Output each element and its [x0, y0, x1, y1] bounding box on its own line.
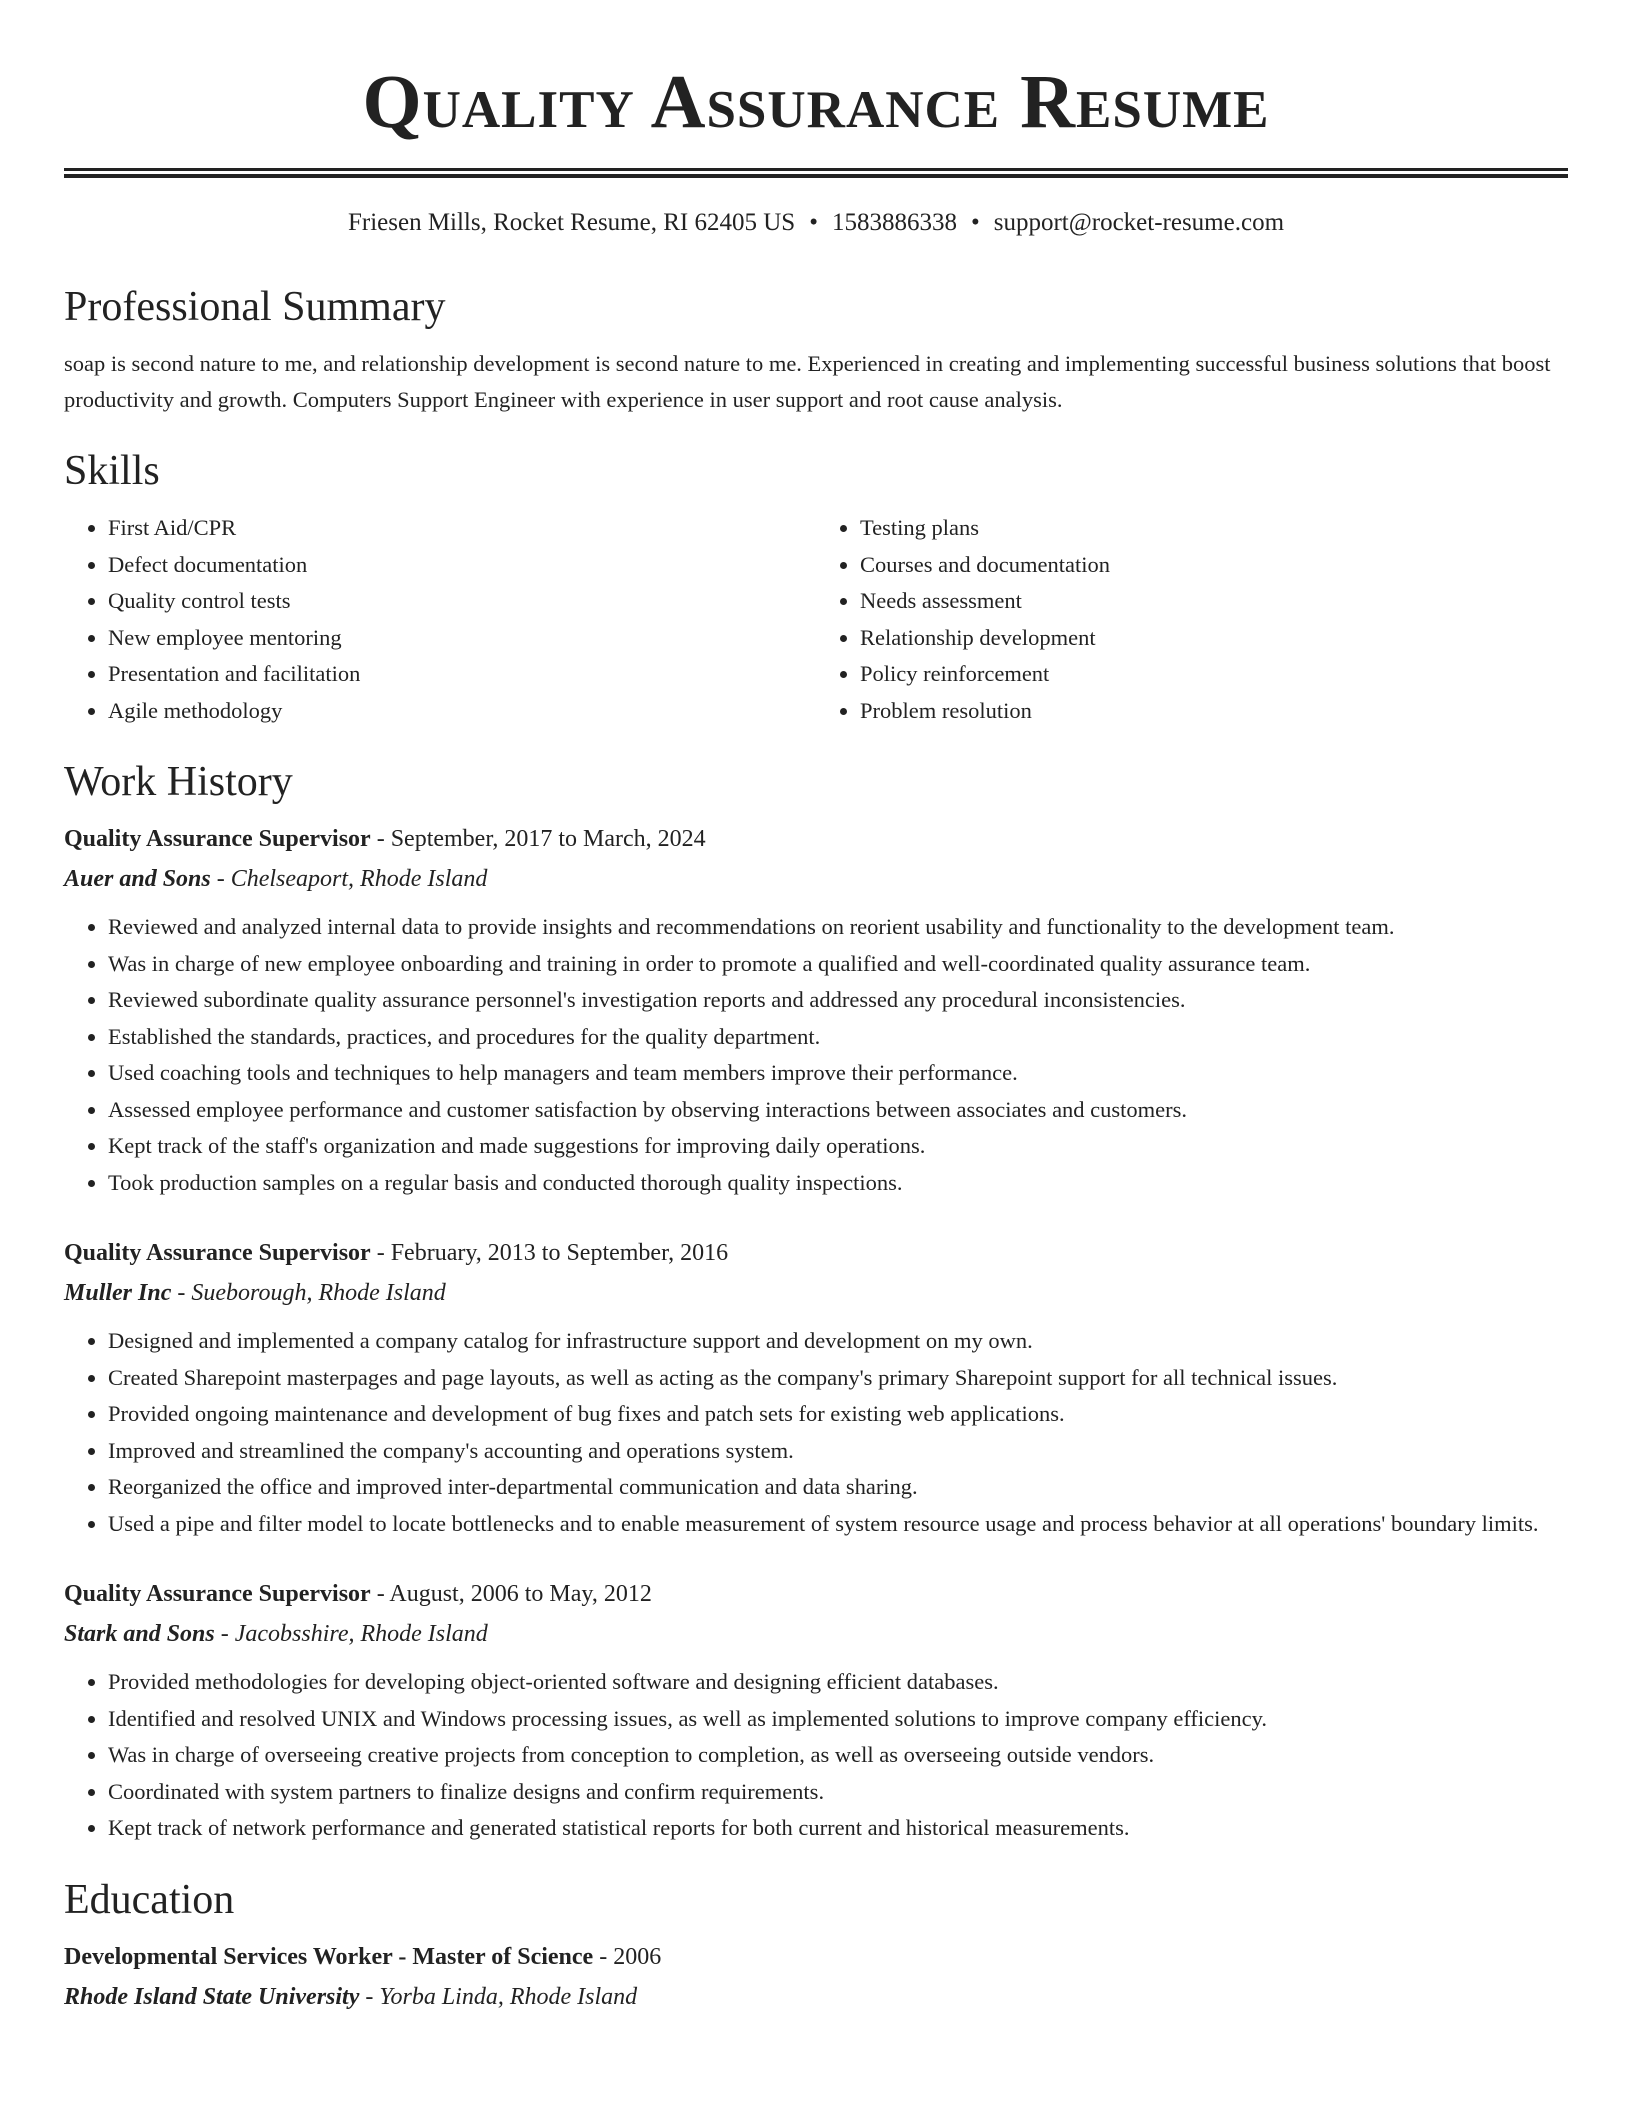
skill-item: • Defect documentation — [108, 547, 816, 584]
job-duty: • Reviewed and analyzed internal data to provide insights and recommendations on reorient usability and functionality to the development team. — [108, 909, 1568, 946]
skills-grid — [64, 510, 1568, 729]
job-duty: • Provided methodologies for developing object-oriented software and designing efficient databases. — [108, 1664, 1568, 1701]
education-institution — [64, 1979, 1568, 2015]
contact-separator: • — [970, 209, 980, 236]
job-duty: • Was in charge of new employee onboarding and training in order to promote a qualified and well-coordinated quality assurance team. — [108, 946, 1568, 983]
job-duty: • Provided ongoing maintenance and development of bug fixes and patch sets for existing web applications. — [108, 1396, 1568, 1433]
skill-item: • Presentation and facilitation — [108, 656, 816, 693]
company-name: Stark and Sons — [64, 1621, 215, 1647]
skill-item: • Relationship development — [860, 620, 1568, 657]
skill-item: • Needs assessment — [860, 583, 1568, 620]
job-duty: • Improved and streamlined the company's accounting and operations system. — [108, 1433, 1568, 1470]
contact-phone: 1583886338 — [831, 209, 957, 236]
education-heading: Education — [64, 1876, 235, 1923]
skills-right-column — [816, 510, 1568, 729]
company-location: - Sueborough, Rhode Island — [171, 1280, 446, 1306]
job-header — [64, 1235, 1568, 1271]
work-history-section — [64, 757, 1568, 1847]
job-duty: • Took production samples on a regular basis and conducted thorough quality inspections. — [108, 1165, 1568, 1202]
education-section — [64, 1875, 1568, 2015]
title-double-rule — [64, 168, 1568, 178]
job-entry — [64, 1235, 1568, 1542]
contact-separator: • — [809, 209, 818, 236]
summary-section — [64, 282, 1568, 418]
education-entry — [64, 1939, 1568, 2015]
skill-item: • First Aid/CPR — [108, 510, 816, 547]
skills-heading: Skills — [64, 448, 160, 494]
job-title: Quality Assurance Supervisor — [64, 1581, 371, 1607]
job-duties-list — [64, 1664, 1568, 1847]
skill-item: • New employee mentoring — [108, 620, 816, 657]
resume-title: Quality Assurance Resume — [362, 60, 1270, 144]
company-name: Auer and Sons — [64, 866, 211, 892]
school-name: Rhode Island State University — [64, 1983, 360, 2010]
job-dates: - February, 2013 to September, 2016 — [370, 1240, 729, 1266]
job-duty: • Established the standards, practices, and procedures for the quality department. — [108, 1019, 1568, 1056]
job-title: Quality Assurance Supervisor — [64, 1240, 371, 1266]
company-name: Muller Inc — [64, 1280, 172, 1306]
skill-item: • Quality control tests — [108, 583, 816, 620]
work-history-heading: Work History — [64, 759, 293, 805]
job-dates: - September, 2017 to March, 2024 — [370, 826, 706, 852]
skills-section — [64, 446, 1568, 729]
skills-left-column — [64, 510, 816, 729]
contact-line — [64, 208, 1568, 238]
job-duty: • Used a pipe and filter model to locate bottlenecks and to enable measurement of system resource usage and process behavior at all operations' boundary limits. — [108, 1506, 1568, 1543]
job-header — [64, 1576, 1568, 1612]
school-location: - Yorba Linda, Rhode Island — [359, 1983, 638, 2010]
job-duty: • Designed and implemented a company catalog for infrastructure support and development on my own. — [108, 1323, 1568, 1360]
job-duty: • Assessed employee performance and customer satisfaction by observing interactions between associates and customers. — [108, 1092, 1568, 1129]
job-title: Quality Assurance Supervisor — [64, 826, 371, 852]
job-duties-list — [64, 1323, 1568, 1542]
skill-item: • Problem resolution — [860, 693, 1568, 730]
job-employer — [64, 1616, 1568, 1652]
company-location: - Jacobsshire, Rhode Island — [214, 1621, 488, 1647]
job-dates: - August, 2006 to May, 2012 — [370, 1581, 652, 1607]
skill-item: • Policy reinforcement — [860, 656, 1568, 693]
job-employer — [64, 1275, 1568, 1311]
degree-name: Developmental Services Worker - Master of Science — [64, 1943, 594, 1970]
contact-email: support@rocket-resume.com — [993, 209, 1285, 236]
job-header — [64, 821, 1568, 857]
job-duties-list — [64, 909, 1568, 1201]
graduation-year: - 2006 — [593, 1943, 662, 1970]
skill-item: • Courses and documentation — [860, 547, 1568, 584]
job-duty: • Identified and resolved UNIX and Windows processing issues, as well as implemented solutions to improve company efficiency. — [108, 1701, 1568, 1738]
job-entry — [64, 1576, 1568, 1847]
summary-text: soap is second nature to me, and relationship development is second nature to me. Experienced in creating and implementing successful business solutions that boost productivity and growth. Computers Support Engineer with experience in user support and root cause analysis. — [64, 351, 1551, 412]
job-duty: • Created Sharepoint masterpages and page layouts, as well as acting as the company's primary Sharepoint support for all technical issues. — [108, 1360, 1568, 1397]
job-duty: • Reorganized the office and improved inter-departmental communication and data sharing. — [108, 1469, 1568, 1506]
job-entry — [64, 821, 1568, 1201]
skill-item: • Testing plans — [860, 510, 1568, 547]
job-employer — [64, 861, 1568, 897]
education-header — [64, 1939, 1568, 1975]
job-duty: • Reviewed subordinate quality assurance personnel's investigation reports and addressed any procedural inconsistencies. — [108, 982, 1568, 1019]
summary-heading: Professional Summary — [64, 284, 446, 330]
contact-address: Friesen Mills, Rocket Resume, RI 62405 US — [347, 209, 796, 236]
company-location: - Chelseaport, Rhode Island — [210, 866, 488, 892]
job-duty: • Coordinated with system partners to finalize designs and confirm requirements. — [108, 1774, 1568, 1811]
job-duty: • Used coaching tools and techniques to help managers and team members improve their performance. — [108, 1055, 1568, 1092]
job-duty: • Kept track of the staff's organization and made suggestions for improving daily operations. — [108, 1128, 1568, 1165]
job-duty: • Kept track of network performance and generated statistical reports for both current and historical measurements. — [108, 1810, 1568, 1847]
job-duty: • Was in charge of overseeing creative projects from conception to completion, as well as overseeing outside vendors. — [108, 1737, 1568, 1774]
skill-item: • Agile methodology — [108, 693, 816, 730]
